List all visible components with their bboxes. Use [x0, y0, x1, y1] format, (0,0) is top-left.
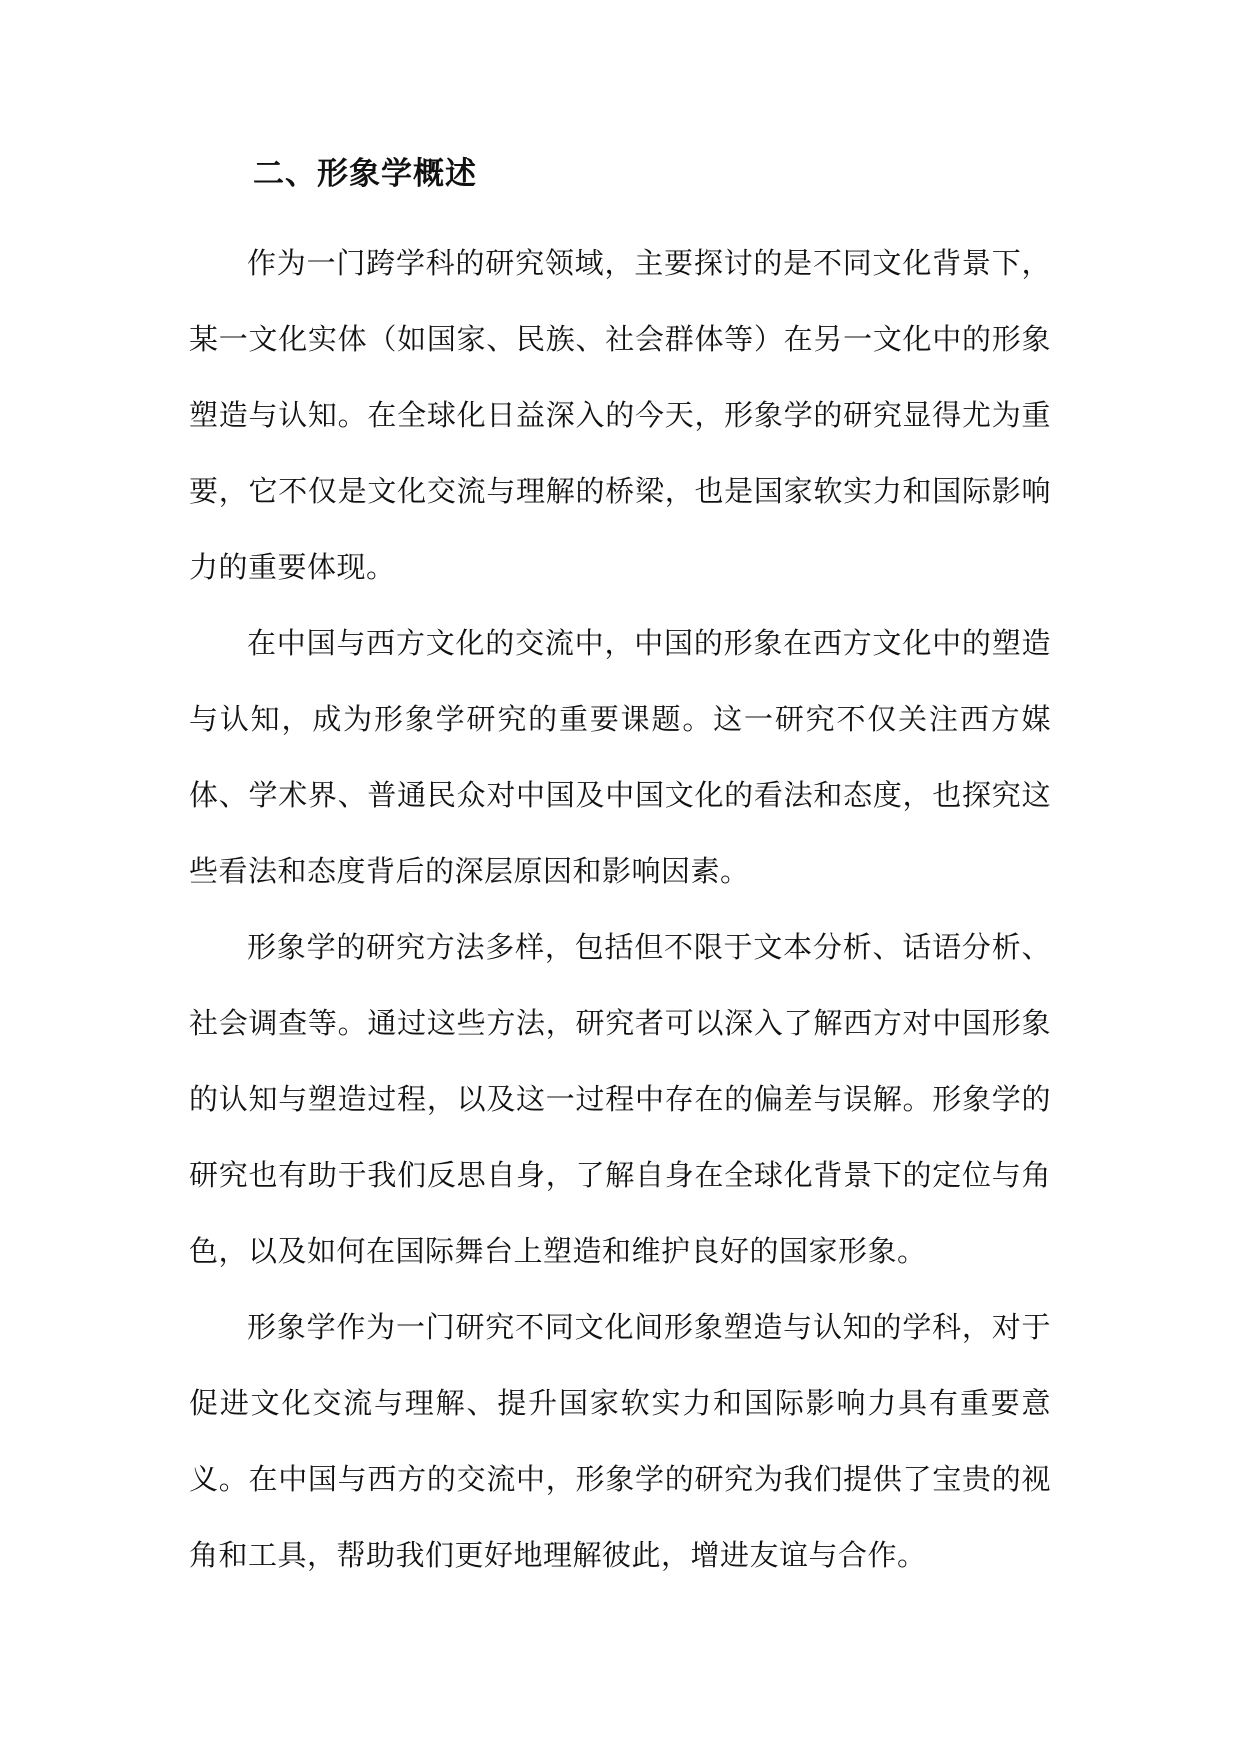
paragraph-2: 在中国与西方文化的交流中，中国的形象在西方文化中的塑造与认知，成为形象学研究的重要课题。这一研究不仅关注西方媒体、学术界、普通民众对中国及中国文化的看法和态度，也探究这些看法和态度背后的深层原因和影响因素。	[189, 626, 1051, 888]
section-heading: 二、形象学概述	[253, 156, 477, 192]
paragraph-1: 作为一门跨学科的研究领域，主要探讨的是不同文化背景下，某一文化实体（如国家、民族、社会群体等）在另一文化中的形象塑造与认知。在全球化日益深入的今天，形象学的研究显得尤为重要，它不仅是文化交流与理解的桥梁，也是国家软实力和国际影响力的重要体现。	[189, 246, 1051, 584]
paragraph-4: 形象学作为一门研究不同文化间形象塑造与认知的学科，对于促进文化交流与理解、提升国家软实力和国际影响力具有重要意义。在中国与西方的交流中，形象学的研究为我们提供了宝贵的视角和工具，帮助我们更好地理解彼此，增进友谊与合作。	[189, 1310, 1051, 1572]
paragraph-3: 形象学的研究方法多样，包括但不限于文本分析、话语分析、社会调查等。通过这些方法，研究者可以深入了解西方对中国形象的认知与塑造过程，以及这一过程中存在的偏差与误解。形象学的研究也有助于我们反思自身，了解自身在全球化背景下的定位与角色，以及如何在国际舞台上塑造和维护良好的国家形象。	[189, 930, 1051, 1268]
body-text	[189, 225, 1051, 1593]
